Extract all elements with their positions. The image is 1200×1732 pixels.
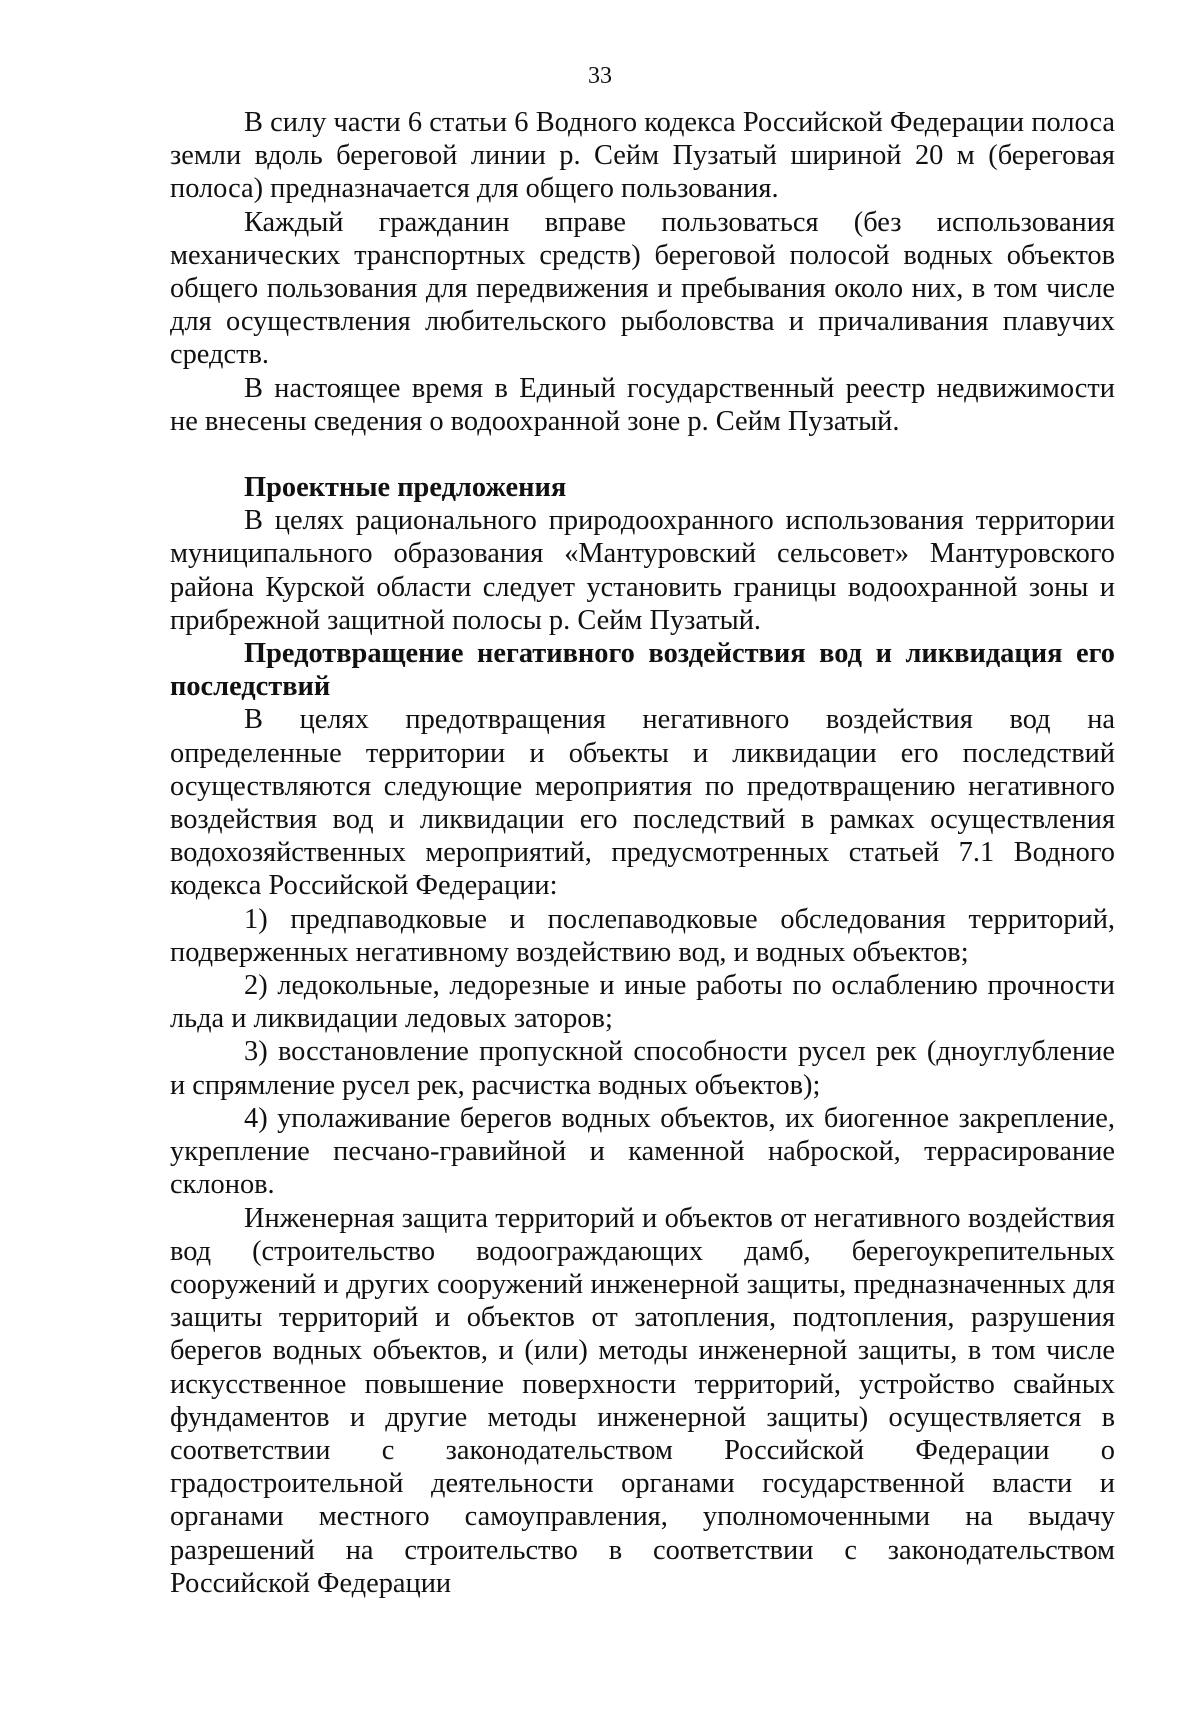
heading-prevention: Предотвращение негативного воздействия вод и ликвидация его последствий [170,638,1115,703]
list-item-1: 1) предпаводковые и послепаводковые обследования территорий, подверженных негативному воздействию вод, и водных объектов; [170,903,1115,968]
paragraph-prevention-intro: В целях предотвращения негативного воздействия вод на определенные территории и объекты и ликвидации его последствий осуществляются следующие мероприятия по предотвращению негативного воздействия вод и ликвидации его последствий в рамках осуществления водохозяйственных мероприятий, предусмотренных статьей 7.1 Водного кодекса Российской Федерации: [170,704,1115,902]
list-item-3: 3) восстановление пропускной способности русел рек (дноуглубление и спрямление русел рек, расчистка водных объектов); [170,1036,1115,1101]
paragraph-registry: В настоящее время в Единый государственный реестр недвижимости не внесены сведения о водоохранной зоне р. Сейм Пузатый. [170,372,1115,437]
paragraph-citizen-rights: Каждый гражданин вправе пользоваться (без использования механических транспортных средств) береговой полосой водных объектов общего пользования для передвижения и пребывания около них, в том числе для осуществления любительского рыболовства и причаливания плавучих средств. [170,206,1115,371]
list-item-2: 2) ледокольные, ледорезные и иные работы по ослаблению прочности льда и ликвидации ледовых заторов; [170,970,1115,1035]
page-number: 33 [588,63,612,89]
paragraph-coastal-strip: В силу части 6 статьи 6 Водного кодекса Российской Федерации полоса земли вдоль береговой линии р. Сейм Пузатый шириной 20 м (береговая полоса) предназначается для общего пользования. [170,107,1115,205]
document-body [170,106,1115,1600]
heading-project-proposals: Проектные предложения [244,472,567,504]
list-item-4: 4) уполаживание берегов водных объектов, их биогенное закрепление, укрепление песчано-гравийной и каменной наброской, террасирование склонов. [170,1102,1115,1201]
section-spacer [170,438,1115,471]
paragraph-proposals: В целях рационального природоохранного использования территории муниципального образования «Мантуровский сельсовет» Мантуровского района Курской области следует установить границы водоохранной зоны и прибрежной защитной полосы р. Сейм Пузатый. [170,505,1115,636]
paragraph-engineering-protection: Инженерная защита территорий и объектов от негативного воздействия вод (строительство водоограждающих дамб, берегоукрепительных сооружений и других сооружений инженерной защиты, предназначенных для защиты территорий и объектов от затопления, подтопления, разрушения берегов водных объектов, и (или) методы инженерной защиты, в том числе искусственное повышение поверхности территорий, устройство свайных фундаментов и другие методы инженерной защиты) осуществляется в соответствии с законодательством Российской Федерации о градостроительной деятельности органами государственной власти и органами местного самоуправления, уполномоченными на выдачу разрешений на строительство в соответствии с законодательством Российской Федерации [170,1202,1115,1599]
